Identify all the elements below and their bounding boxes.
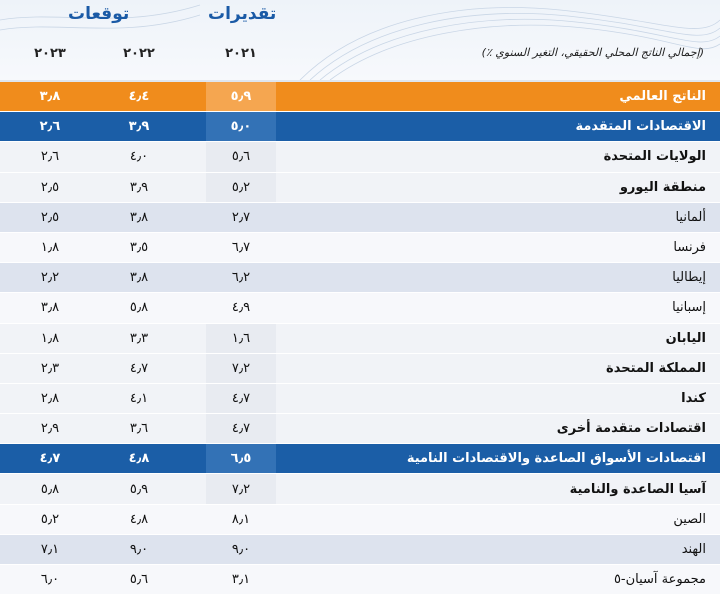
value-2021: ٥٫٢ — [206, 173, 276, 202]
value-2023: ٢٫٣ — [40, 360, 60, 376]
country-name: الاقتصادات المتقدمة — [575, 119, 706, 135]
table-row — [0, 112, 720, 142]
table-subtitle: (إجمالي الناتج المحلي الحقيقي، التغير السنوي ٪) — [481, 46, 704, 59]
value-2023: ٣٫٨ — [40, 300, 60, 316]
table-row — [0, 505, 720, 535]
value-2023: ٤٫٧ — [39, 451, 61, 467]
value-2021: ٤٫٧ — [206, 414, 276, 443]
table-row — [0, 384, 720, 414]
value-2021: ٦٫٢ — [231, 270, 251, 286]
value-2022: ٤٫٨ — [128, 451, 150, 467]
value-2022: ٣٫٩ — [128, 119, 150, 135]
value-2022: ٣٫٨ — [129, 270, 149, 286]
value-2023: ٧٫١ — [40, 541, 60, 557]
year-2023: ٢٠٢٣ — [34, 46, 66, 61]
value-2023: ٢٫٦ — [39, 119, 61, 135]
value-2021: ٤٫٩ — [231, 300, 251, 316]
value-2022: ٩٫٠ — [129, 541, 149, 557]
country-name: آسيا الصاعدة والنامية — [569, 481, 706, 497]
value-2023: ٥٫٢ — [40, 511, 60, 527]
growth-table — [0, 82, 720, 595]
value-2021: ١٫٦ — [206, 324, 276, 353]
value-2021: ٣٫١ — [231, 572, 251, 588]
value-2022: ٤٫١ — [129, 390, 149, 406]
table-row — [0, 565, 720, 595]
projections-label: توقعات — [68, 4, 130, 24]
table-row — [0, 474, 720, 504]
country-name: إيطاليا — [672, 270, 706, 286]
country-name: الناتج العالمي — [619, 89, 706, 105]
table-row — [0, 233, 720, 263]
value-2021: ٦٫٥ — [206, 444, 276, 473]
country-name: الولايات المتحدة — [603, 149, 706, 165]
value-2023: ١٫٨ — [40, 330, 60, 346]
value-2023: ٢٫٨ — [40, 390, 60, 406]
value-2023: ٦٫٠ — [40, 572, 60, 588]
table-row — [0, 263, 720, 293]
value-2022: ٣٫٩ — [129, 179, 149, 195]
table-row — [0, 354, 720, 384]
table-row — [0, 414, 720, 444]
value-2022: ٣٫٣ — [129, 330, 149, 346]
value-2022: ٣٫٨ — [129, 209, 149, 225]
estimates-label: تقديرات — [208, 4, 277, 24]
table-row — [0, 203, 720, 233]
value-2022: ٥٫٨ — [129, 300, 149, 316]
table-row — [0, 142, 720, 172]
value-2022: ٥٫٦ — [129, 572, 149, 588]
table-row — [0, 535, 720, 565]
table-row — [0, 324, 720, 354]
year-2022: ٢٠٢٢ — [123, 46, 155, 61]
year-2021: ٢٠٢١ — [225, 46, 257, 61]
table-row — [0, 293, 720, 323]
value-2022: ٤٫٧ — [129, 360, 149, 376]
value-2022: ٤٫٠ — [129, 149, 149, 165]
value-2023: ٢٫٦ — [40, 149, 60, 165]
country-name: منطقة اليورو — [619, 179, 706, 195]
value-2021: ٧٫٢ — [206, 474, 276, 503]
value-2021: ٨٫١ — [231, 511, 251, 527]
country-name: ألمانيا — [675, 209, 706, 225]
value-2023: ٢٫٩ — [40, 421, 60, 437]
value-2021: ٧٫٢ — [206, 354, 276, 383]
value-2021: ٤٫٧ — [206, 384, 276, 413]
country-name: اقتصادات متقدمة أخرى — [556, 421, 706, 437]
value-2022: ٤٫٨ — [129, 511, 149, 527]
value-2021: ٩٫٠ — [231, 541, 251, 557]
value-2023: ٢٫٥ — [40, 179, 60, 195]
value-2021: ٥٫٠ — [206, 112, 276, 141]
table-row — [0, 82, 720, 112]
value-2021: ٥٫٦ — [206, 142, 276, 171]
country-name: إسبانيا — [672, 300, 706, 316]
table-row — [0, 173, 720, 203]
value-2021: ٥٫٩ — [206, 82, 276, 111]
country-name: فرنسا — [673, 240, 706, 256]
value-2023: ٣٫٨ — [39, 89, 61, 105]
value-2021: ٦٫٧ — [231, 240, 251, 256]
value-2022: ٤٫٤ — [128, 89, 150, 105]
value-2023: ٥٫٨ — [40, 481, 60, 497]
table-header — [0, 0, 720, 80]
country-name: المملكة المتحدة — [606, 360, 706, 376]
country-name: اقتصادات الأسواق الصاعدة والاقتصادات النامية — [406, 451, 706, 467]
country-name: مجموعة آسيان-٥ — [613, 572, 706, 588]
country-name: كندا — [681, 390, 706, 406]
value-2022: ٣٫٥ — [129, 240, 149, 256]
value-2023: ٢٫٥ — [40, 209, 60, 225]
value-2023: ١٫٨ — [40, 240, 60, 256]
country-name: الهند — [681, 541, 706, 557]
value-2021: ٢٫٧ — [231, 209, 251, 225]
country-name: اليابان — [665, 330, 706, 346]
value-2023: ٢٫٢ — [40, 270, 60, 286]
value-2022: ٥٫٩ — [129, 481, 149, 497]
country-name: الصين — [673, 511, 706, 527]
table-row — [0, 444, 720, 474]
value-2022: ٣٫٦ — [129, 421, 149, 437]
